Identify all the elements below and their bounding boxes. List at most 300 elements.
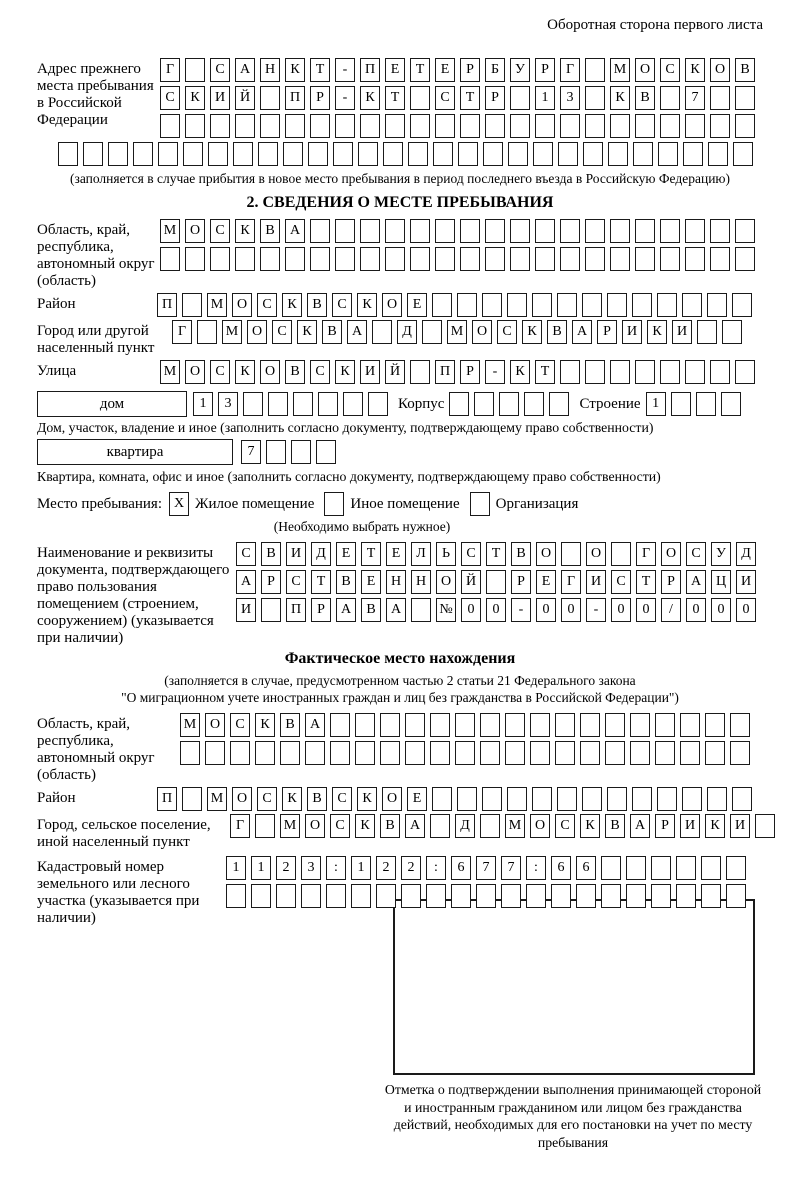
char-cell[interactable]: К bbox=[235, 219, 255, 243]
char-cell[interactable] bbox=[676, 856, 696, 880]
char-cell[interactable] bbox=[510, 247, 530, 271]
char-cell[interactable] bbox=[260, 114, 280, 138]
char-cell[interactable] bbox=[280, 741, 300, 765]
char-cell[interactable] bbox=[410, 86, 430, 110]
char-cell[interactable] bbox=[730, 741, 750, 765]
char-cell[interactable]: В bbox=[260, 219, 280, 243]
char-cell[interactable]: П bbox=[157, 293, 177, 317]
char-cell[interactable]: К bbox=[510, 360, 530, 384]
char-cell[interactable]: В bbox=[322, 320, 342, 344]
char-cell[interactable] bbox=[405, 713, 425, 737]
char-cell[interactable] bbox=[601, 884, 621, 908]
char-cell[interactable] bbox=[343, 392, 363, 416]
char-cell[interactable]: Г bbox=[160, 58, 180, 82]
char-cell[interactable] bbox=[457, 787, 477, 811]
char-cell[interactable]: Т bbox=[460, 86, 480, 110]
char-cell[interactable] bbox=[351, 884, 371, 908]
char-cell[interactable] bbox=[651, 884, 671, 908]
char-cell[interactable] bbox=[197, 320, 217, 344]
char-cell[interactable] bbox=[510, 86, 530, 110]
char-cell[interactable]: К bbox=[355, 814, 375, 838]
char-cell[interactable] bbox=[430, 713, 450, 737]
char-cell[interactable]: : bbox=[526, 856, 546, 880]
char-cell[interactable] bbox=[408, 142, 428, 166]
char-cell[interactable] bbox=[680, 741, 700, 765]
char-cell[interactable]: / bbox=[661, 598, 681, 622]
char-cell[interactable]: 7 bbox=[241, 440, 261, 464]
char-cell[interactable] bbox=[83, 142, 103, 166]
char-cell[interactable]: - bbox=[335, 58, 355, 82]
char-cell[interactable] bbox=[735, 219, 755, 243]
char-cell[interactable]: И bbox=[736, 570, 756, 594]
char-cell[interactable] bbox=[460, 114, 480, 138]
char-cell[interactable]: Й bbox=[461, 570, 481, 594]
char-cell[interactable] bbox=[601, 856, 621, 880]
char-cell[interactable]: В bbox=[511, 542, 531, 566]
char-cell[interactable]: С bbox=[286, 570, 306, 594]
char-cell[interactable]: О bbox=[305, 814, 325, 838]
char-cell[interactable] bbox=[697, 320, 717, 344]
char-cell[interactable] bbox=[305, 741, 325, 765]
char-cell[interactable] bbox=[335, 219, 355, 243]
char-cell[interactable]: О bbox=[185, 360, 205, 384]
char-cell[interactable] bbox=[510, 219, 530, 243]
char-cell[interactable] bbox=[657, 293, 677, 317]
char-cell[interactable]: 0 bbox=[636, 598, 656, 622]
char-cell[interactable]: Е bbox=[386, 542, 406, 566]
char-cell[interactable] bbox=[585, 86, 605, 110]
char-cell[interactable]: А bbox=[386, 598, 406, 622]
char-cell[interactable]: Й bbox=[385, 360, 405, 384]
char-cell[interactable] bbox=[585, 58, 605, 82]
char-cell[interactable] bbox=[582, 293, 602, 317]
char-cell[interactable]: Н bbox=[386, 570, 406, 594]
char-cell[interactable]: Д bbox=[397, 320, 417, 344]
char-cell[interactable]: К bbox=[297, 320, 317, 344]
char-cell[interactable] bbox=[451, 884, 471, 908]
char-cell[interactable]: К bbox=[282, 293, 302, 317]
char-cell[interactable] bbox=[626, 856, 646, 880]
char-cell[interactable]: А bbox=[347, 320, 367, 344]
char-cell[interactable] bbox=[607, 293, 627, 317]
char-cell[interactable] bbox=[707, 787, 727, 811]
char-cell[interactable]: У bbox=[711, 542, 731, 566]
char-cell[interactable] bbox=[435, 247, 455, 271]
char-cell[interactable] bbox=[705, 713, 725, 737]
char-cell[interactable] bbox=[710, 219, 730, 243]
char-cell[interactable]: Ь bbox=[436, 542, 456, 566]
char-cell[interactable] bbox=[610, 360, 630, 384]
char-cell[interactable]: С bbox=[257, 293, 277, 317]
char-cell[interactable]: Д bbox=[455, 814, 475, 838]
char-cell[interactable]: - bbox=[586, 598, 606, 622]
char-cell[interactable]: Р bbox=[655, 814, 675, 838]
char-cell[interactable]: 0 bbox=[736, 598, 756, 622]
char-cell[interactable] bbox=[735, 86, 755, 110]
char-cell[interactable] bbox=[555, 741, 575, 765]
char-cell[interactable] bbox=[185, 58, 205, 82]
char-cell[interactable]: В bbox=[285, 360, 305, 384]
char-cell[interactable] bbox=[660, 114, 680, 138]
char-cell[interactable] bbox=[301, 884, 321, 908]
char-cell[interactable] bbox=[660, 247, 680, 271]
char-cell[interactable] bbox=[182, 293, 202, 317]
char-cell[interactable] bbox=[474, 392, 494, 416]
char-cell[interactable] bbox=[460, 247, 480, 271]
char-cell[interactable]: С bbox=[272, 320, 292, 344]
char-cell[interactable]: 1 bbox=[226, 856, 246, 880]
char-cell[interactable]: И bbox=[286, 542, 306, 566]
char-cell[interactable]: 1 bbox=[251, 856, 271, 880]
char-cell[interactable]: : bbox=[426, 856, 446, 880]
char-cell[interactable]: И bbox=[360, 360, 380, 384]
char-cell[interactable] bbox=[732, 293, 752, 317]
char-cell[interactable] bbox=[480, 741, 500, 765]
char-cell[interactable] bbox=[557, 293, 577, 317]
char-cell[interactable] bbox=[285, 114, 305, 138]
char-cell[interactable]: 7 bbox=[501, 856, 521, 880]
stay-type-checkbox-residential[interactable]: X bbox=[169, 492, 189, 516]
char-cell[interactable]: Т bbox=[486, 542, 506, 566]
char-cell[interactable]: Т bbox=[535, 360, 555, 384]
char-cell[interactable]: К bbox=[285, 58, 305, 82]
char-cell[interactable]: 2 bbox=[276, 856, 296, 880]
char-cell[interactable] bbox=[608, 142, 628, 166]
char-cell[interactable] bbox=[335, 114, 355, 138]
char-cell[interactable]: М bbox=[610, 58, 630, 82]
char-cell[interactable] bbox=[432, 293, 452, 317]
char-cell[interactable] bbox=[483, 142, 503, 166]
char-cell[interactable] bbox=[243, 392, 263, 416]
char-cell[interactable] bbox=[701, 884, 721, 908]
char-cell[interactable] bbox=[607, 787, 627, 811]
char-cell[interactable] bbox=[683, 142, 703, 166]
char-cell[interactable]: 2 bbox=[401, 856, 421, 880]
char-cell[interactable]: 0 bbox=[611, 598, 631, 622]
char-cell[interactable] bbox=[158, 142, 178, 166]
char-cell[interactable] bbox=[558, 142, 578, 166]
char-cell[interactable] bbox=[710, 86, 730, 110]
char-cell[interactable] bbox=[660, 86, 680, 110]
char-cell[interactable] bbox=[458, 142, 478, 166]
char-cell[interactable] bbox=[283, 142, 303, 166]
apartment-field-box[interactable]: квартира bbox=[37, 439, 233, 465]
char-cell[interactable] bbox=[585, 114, 605, 138]
char-cell[interactable] bbox=[255, 741, 275, 765]
char-cell[interactable]: О bbox=[382, 293, 402, 317]
char-cell[interactable]: Е bbox=[435, 58, 455, 82]
char-cell[interactable] bbox=[735, 114, 755, 138]
char-cell[interactable] bbox=[755, 814, 775, 838]
char-cell[interactable] bbox=[355, 713, 375, 737]
char-cell[interactable]: О bbox=[530, 814, 550, 838]
char-cell[interactable] bbox=[310, 247, 330, 271]
char-cell[interactable]: М bbox=[447, 320, 467, 344]
char-cell[interactable]: С bbox=[461, 542, 481, 566]
char-cell[interactable]: С bbox=[686, 542, 706, 566]
char-cell[interactable] bbox=[657, 787, 677, 811]
char-cell[interactable] bbox=[710, 114, 730, 138]
char-cell[interactable] bbox=[685, 114, 705, 138]
char-cell[interactable] bbox=[610, 219, 630, 243]
char-cell[interactable] bbox=[532, 787, 552, 811]
char-cell[interactable] bbox=[210, 114, 230, 138]
char-cell[interactable]: С bbox=[236, 542, 256, 566]
char-cell[interactable]: 0 bbox=[536, 598, 556, 622]
char-cell[interactable]: И bbox=[622, 320, 642, 344]
char-cell[interactable] bbox=[460, 219, 480, 243]
char-cell[interactable]: 2 bbox=[376, 856, 396, 880]
char-cell[interactable] bbox=[658, 142, 678, 166]
char-cell[interactable]: А bbox=[236, 570, 256, 594]
char-cell[interactable]: О bbox=[382, 787, 402, 811]
char-cell[interactable] bbox=[308, 142, 328, 166]
char-cell[interactable]: С bbox=[332, 293, 352, 317]
char-cell[interactable]: О bbox=[232, 293, 252, 317]
char-cell[interactable] bbox=[185, 247, 205, 271]
char-cell[interactable]: : bbox=[326, 856, 346, 880]
house-field-box[interactable]: дом bbox=[37, 391, 187, 417]
char-cell[interactable]: Т bbox=[636, 570, 656, 594]
char-cell[interactable] bbox=[560, 247, 580, 271]
char-cell[interactable]: К bbox=[647, 320, 667, 344]
char-cell[interactable] bbox=[682, 293, 702, 317]
char-cell[interactable] bbox=[555, 713, 575, 737]
char-cell[interactable] bbox=[430, 814, 450, 838]
char-cell[interactable]: В bbox=[735, 58, 755, 82]
char-cell[interactable] bbox=[276, 884, 296, 908]
char-cell[interactable] bbox=[626, 884, 646, 908]
char-cell[interactable]: О bbox=[635, 58, 655, 82]
char-cell[interactable] bbox=[630, 713, 650, 737]
char-cell[interactable]: О bbox=[536, 542, 556, 566]
char-cell[interactable] bbox=[535, 219, 555, 243]
char-cell[interactable]: К bbox=[522, 320, 542, 344]
char-cell[interactable] bbox=[358, 142, 378, 166]
char-cell[interactable] bbox=[735, 247, 755, 271]
char-cell[interactable] bbox=[610, 247, 630, 271]
char-cell[interactable]: Р bbox=[511, 570, 531, 594]
char-cell[interactable] bbox=[385, 114, 405, 138]
char-cell[interactable]: О bbox=[436, 570, 456, 594]
char-cell[interactable]: К bbox=[185, 86, 205, 110]
char-cell[interactable]: Р bbox=[311, 598, 331, 622]
char-cell[interactable] bbox=[285, 247, 305, 271]
char-cell[interactable] bbox=[261, 598, 281, 622]
char-cell[interactable] bbox=[524, 392, 544, 416]
char-cell[interactable] bbox=[682, 787, 702, 811]
char-cell[interactable]: С bbox=[310, 360, 330, 384]
char-cell[interactable]: Г bbox=[230, 814, 250, 838]
char-cell[interactable]: 6 bbox=[576, 856, 596, 880]
char-cell[interactable]: И bbox=[210, 86, 230, 110]
char-cell[interactable] bbox=[533, 142, 553, 166]
char-cell[interactable] bbox=[260, 247, 280, 271]
char-cell[interactable]: К bbox=[357, 293, 377, 317]
char-cell[interactable] bbox=[526, 884, 546, 908]
char-cell[interactable] bbox=[255, 814, 275, 838]
char-cell[interactable]: И bbox=[236, 598, 256, 622]
stay-type-checkbox-other[interactable] bbox=[324, 492, 344, 516]
char-cell[interactable]: Р bbox=[597, 320, 617, 344]
char-cell[interactable] bbox=[108, 142, 128, 166]
char-cell[interactable]: Р bbox=[261, 570, 281, 594]
char-cell[interactable]: О bbox=[232, 787, 252, 811]
char-cell[interactable] bbox=[160, 247, 180, 271]
char-cell[interactable] bbox=[330, 713, 350, 737]
char-cell[interactable]: В bbox=[361, 598, 381, 622]
char-cell[interactable] bbox=[735, 360, 755, 384]
char-cell[interactable] bbox=[385, 247, 405, 271]
char-cell[interactable] bbox=[266, 440, 286, 464]
char-cell[interactable]: В bbox=[307, 293, 327, 317]
char-cell[interactable] bbox=[708, 142, 728, 166]
char-cell[interactable]: О bbox=[185, 219, 205, 243]
char-cell[interactable]: К bbox=[282, 787, 302, 811]
char-cell[interactable] bbox=[726, 856, 746, 880]
char-cell[interactable]: М bbox=[505, 814, 525, 838]
char-cell[interactable] bbox=[722, 320, 742, 344]
char-cell[interactable]: В bbox=[380, 814, 400, 838]
char-cell[interactable]: - bbox=[485, 360, 505, 384]
char-cell[interactable]: М bbox=[160, 360, 180, 384]
char-cell[interactable]: 7 bbox=[476, 856, 496, 880]
char-cell[interactable]: Т bbox=[385, 86, 405, 110]
char-cell[interactable] bbox=[426, 884, 446, 908]
char-cell[interactable] bbox=[560, 219, 580, 243]
char-cell[interactable]: С bbox=[230, 713, 250, 737]
char-cell[interactable]: С bbox=[210, 58, 230, 82]
char-cell[interactable] bbox=[432, 787, 452, 811]
char-cell[interactable] bbox=[435, 219, 455, 243]
char-cell[interactable]: Л bbox=[411, 542, 431, 566]
char-cell[interactable] bbox=[235, 114, 255, 138]
char-cell[interactable]: В bbox=[280, 713, 300, 737]
char-cell[interactable]: В bbox=[605, 814, 625, 838]
char-cell[interactable] bbox=[583, 142, 603, 166]
char-cell[interactable] bbox=[685, 219, 705, 243]
char-cell[interactable] bbox=[676, 884, 696, 908]
char-cell[interactable]: 1 bbox=[646, 392, 666, 416]
char-cell[interactable] bbox=[360, 114, 380, 138]
char-cell[interactable]: Б bbox=[485, 58, 505, 82]
char-cell[interactable]: К bbox=[255, 713, 275, 737]
char-cell[interactable] bbox=[610, 114, 630, 138]
char-cell[interactable]: С bbox=[611, 570, 631, 594]
char-cell[interactable]: 0 bbox=[561, 598, 581, 622]
char-cell[interactable]: П bbox=[157, 787, 177, 811]
char-cell[interactable] bbox=[482, 293, 502, 317]
char-cell[interactable]: Т bbox=[410, 58, 430, 82]
char-cell[interactable]: И bbox=[672, 320, 692, 344]
stay-type-checkbox-organization[interactable] bbox=[470, 492, 490, 516]
char-cell[interactable]: О bbox=[586, 542, 606, 566]
char-cell[interactable]: К bbox=[610, 86, 630, 110]
char-cell[interactable] bbox=[160, 114, 180, 138]
char-cell[interactable]: Е bbox=[385, 58, 405, 82]
char-cell[interactable] bbox=[455, 713, 475, 737]
char-cell[interactable]: К bbox=[705, 814, 725, 838]
char-cell[interactable] bbox=[660, 360, 680, 384]
char-cell[interactable] bbox=[449, 392, 469, 416]
char-cell[interactable] bbox=[707, 293, 727, 317]
char-cell[interactable]: С bbox=[332, 787, 352, 811]
char-cell[interactable] bbox=[710, 360, 730, 384]
char-cell[interactable] bbox=[508, 142, 528, 166]
char-cell[interactable] bbox=[410, 247, 430, 271]
char-cell[interactable]: М bbox=[207, 787, 227, 811]
char-cell[interactable] bbox=[291, 440, 311, 464]
char-cell[interactable] bbox=[293, 392, 313, 416]
char-cell[interactable] bbox=[730, 713, 750, 737]
char-cell[interactable]: Р bbox=[460, 360, 480, 384]
char-cell[interactable] bbox=[551, 884, 571, 908]
char-cell[interactable] bbox=[560, 114, 580, 138]
char-cell[interactable]: Р bbox=[310, 86, 330, 110]
char-cell[interactable] bbox=[560, 360, 580, 384]
char-cell[interactable] bbox=[310, 219, 330, 243]
char-cell[interactable]: Г bbox=[636, 542, 656, 566]
char-cell[interactable]: М bbox=[222, 320, 242, 344]
char-cell[interactable]: К bbox=[335, 360, 355, 384]
char-cell[interactable] bbox=[360, 247, 380, 271]
char-cell[interactable] bbox=[330, 741, 350, 765]
char-cell[interactable] bbox=[505, 741, 525, 765]
char-cell[interactable] bbox=[430, 741, 450, 765]
char-cell[interactable] bbox=[696, 392, 716, 416]
char-cell[interactable] bbox=[485, 247, 505, 271]
char-cell[interactable]: 3 bbox=[218, 392, 238, 416]
char-cell[interactable]: Т bbox=[310, 58, 330, 82]
char-cell[interactable] bbox=[680, 713, 700, 737]
char-cell[interactable]: П bbox=[285, 86, 305, 110]
char-cell[interactable] bbox=[685, 360, 705, 384]
char-cell[interactable] bbox=[605, 741, 625, 765]
char-cell[interactable] bbox=[485, 219, 505, 243]
char-cell[interactable] bbox=[258, 142, 278, 166]
char-cell[interactable] bbox=[316, 440, 336, 464]
char-cell[interactable]: С bbox=[160, 86, 180, 110]
char-cell[interactable] bbox=[507, 293, 527, 317]
char-cell[interactable] bbox=[685, 247, 705, 271]
char-cell[interactable]: С bbox=[257, 787, 277, 811]
char-cell[interactable] bbox=[208, 142, 228, 166]
char-cell[interactable]: 0 bbox=[461, 598, 481, 622]
char-cell[interactable] bbox=[505, 713, 525, 737]
char-cell[interactable] bbox=[185, 114, 205, 138]
char-cell[interactable] bbox=[230, 741, 250, 765]
char-cell[interactable]: Р bbox=[460, 58, 480, 82]
char-cell[interactable] bbox=[585, 219, 605, 243]
char-cell[interactable] bbox=[380, 741, 400, 765]
char-cell[interactable]: Р bbox=[485, 86, 505, 110]
char-cell[interactable] bbox=[501, 884, 521, 908]
char-cell[interactable]: С bbox=[555, 814, 575, 838]
char-cell[interactable] bbox=[726, 884, 746, 908]
char-cell[interactable]: А bbox=[305, 713, 325, 737]
char-cell[interactable] bbox=[486, 570, 506, 594]
char-cell[interactable] bbox=[705, 741, 725, 765]
char-cell[interactable] bbox=[633, 142, 653, 166]
char-cell[interactable] bbox=[133, 142, 153, 166]
char-cell[interactable] bbox=[549, 392, 569, 416]
char-cell[interactable] bbox=[268, 392, 288, 416]
char-cell[interactable]: В bbox=[307, 787, 327, 811]
char-cell[interactable] bbox=[630, 741, 650, 765]
char-cell[interactable] bbox=[582, 787, 602, 811]
char-cell[interactable] bbox=[205, 741, 225, 765]
char-cell[interactable] bbox=[210, 247, 230, 271]
